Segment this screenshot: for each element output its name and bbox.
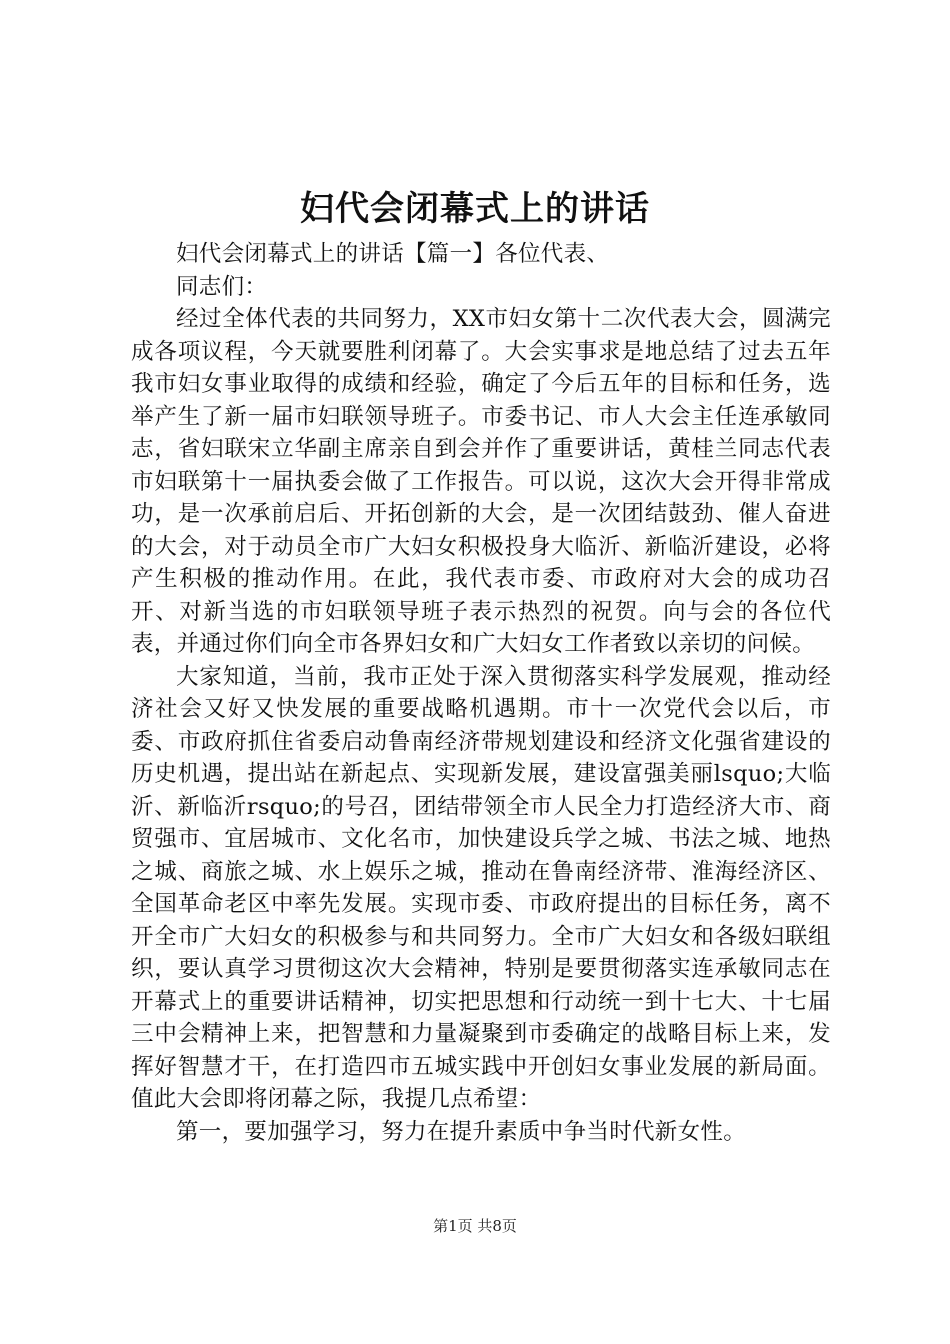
paragraph-heading-line: 妇代会闭幕式上的讲话【篇一】各位代表、 [176, 241, 610, 267]
paragraph-salutation: 同志们： [176, 273, 268, 300]
paragraph-context: 大家知道，当前，我市正处于深入贯彻落实科学发展观，推动经济社会又好又快发展的重要战略机遇期。市十一次党代会以后，市委、市政府抓住省委启动鲁南经济带规划建设和经济文化强省建设的历史机遇，提出站在新起点、实现新发展，建设富强美丽lsquo;大临沂、新临沂rsquo;的号召，团结带领全市人民全力打造经济大市、商贸强市、宜居城市、文化名市，加快建设兵学之城、书法之城、地热之城、商旅之城、水上娱乐之城，推动在鲁南经济带、淮海经济区、全国革命老区中率先发展。实现市委、市政府提出的目标任务，离不开全市广大妇女的积极参与和共同努力。全市广大妇女和各级妇联组织，要认真学习贯彻这次大会精神，特别是要贯彻落实连承敏同志在开幕式上的重要讲话精神，切实把思想和行动统一到十七大、十七届三中会精神上来，把智慧和力量凝聚到市委确定的战略目标上来，发挥好智慧才干，在打造四市五城实践中开创妇女事业发展的新局面。值此大会即将闭幕之际，我提几点希望： [131, 663, 831, 1112]
document-body [131, 238, 831, 1148]
page-footer: 第1页 共8页 [433, 1217, 517, 1235]
paragraph-summary: 经过全体代表的共同努力，XX市妇女第十二次代表大会，圆满完成各项议程，今天就要胜利闭幕了。大会实事求是地总结了过去五年我市妇女事业取得的成绩和经验，确定了今后五年的目标和任务，选举产生了新一届市妇联领导班子。市委书记、市人大会主任连承敏同志，省妇联宋立华副主席亲自到会并作了重要讲话，黄桂兰同志代表市妇联第十一届执委会做了工作报告。可以说，这次大会开得非常成功，是一次承前启后、开拓创新的大会，是一次团结鼓劲、催人奋进的大会，对于动员全市广大妇女积极投身大临沂、新临沂建设，必将产生积极的推动作用。在此，我代表市委、市政府对大会的成功召开、对新当选的市妇联领导班子表示热烈的祝贺。向与会的各位代表，并通过你们向全市各界妇女和广大妇女工作者致以亲切的问候。 [131, 306, 831, 657]
paragraph-first-point: 第一，要加强学习，努力在提升素质中争当时代新女性。 [176, 1118, 747, 1145]
document-title: 妇代会闭幕式上的讲话 [300, 189, 650, 229]
